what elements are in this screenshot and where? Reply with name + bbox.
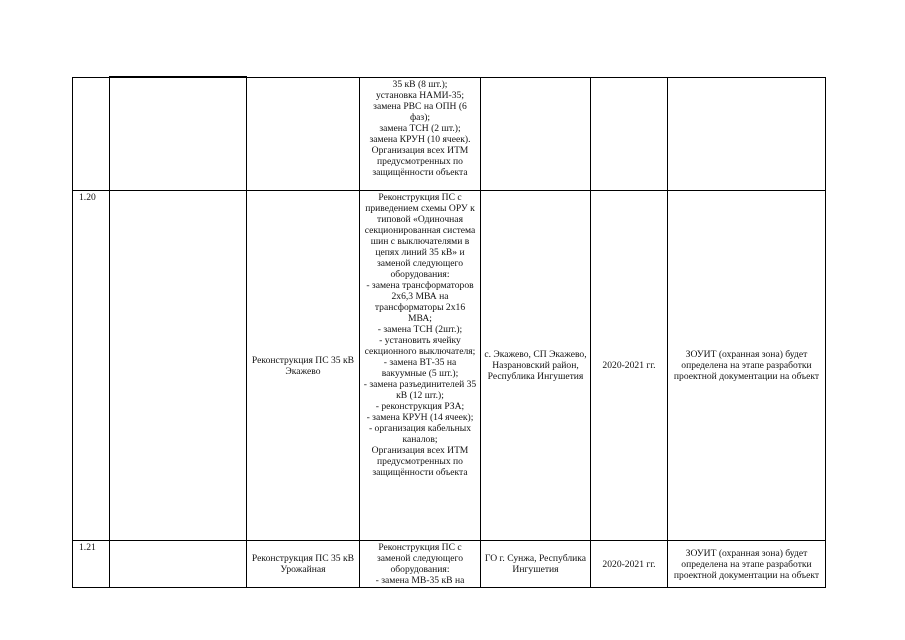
object-name: Реконструкция ПС 35 кВ Экажево [247,191,360,541]
object-name: Реконструкция ПС 35 кВ Урожайная [247,541,360,588]
works-description: Реконструкция ПС с приведением схемы ОРУ к типовой «Одиночная секционированная система шин с выключателями в цепях линий 35 кВ» и заменой следующего оборудования: - замена трансформаторов 2х6,3 МВА на трансформаторы 2х16 МВА; - замена ТСН (2шт.); - установить ячейку секционного выключателя; - замена ВТ-35 на вакуумные (5 шт.); - замена разъединителей 35 кВ (12 шт.); - реконструкция РЗА; - замена КРУН (14 ячеек); - организация кабельных каналов; Организация всех ИТМ предусмотренных по защищённости объекта [360,191,481,541]
period: 2020-2021 гг. [591,541,668,588]
empty-cell [110,541,247,588]
note [668,77,826,191]
location: ГО г. Сунжа, Республика Ингушетия [481,541,591,588]
row-number: 1.21 [73,541,110,588]
table-row [73,541,826,588]
location: с. Экажево, СП Экажево, Назрановский район, Республика Ингушетия [481,191,591,541]
objects-table [72,76,826,588]
row-number: 1.20 [73,191,110,541]
works-description: Реконструкция ПС с заменой следующего оборудования: - замена МВ-35 кВ на [360,541,481,588]
period: 2020-2021 гг. [591,191,668,541]
table-row [73,77,826,191]
empty-cell [110,191,247,541]
empty-cell [110,77,247,191]
works-description: 35 кВ (8 шт.); установка НАМИ-35; замена РВС на ОПН (6 фаз); замена ТСН (2 шт.); замена КРУН (10 ячеек). Организация всех ИТМ предусмотренных по защищённости объекта [360,77,481,191]
note: ЗОУИТ (охранная зона) будет определена на этапе разработки проектной документации на объект [668,191,826,541]
period [591,77,668,191]
object-name [247,77,360,191]
row-number [73,77,110,191]
table-row [73,191,826,541]
location [481,77,591,191]
note: ЗОУИТ (охранная зона) будет определена на этапе разработки проектной документации на объект [668,541,826,588]
